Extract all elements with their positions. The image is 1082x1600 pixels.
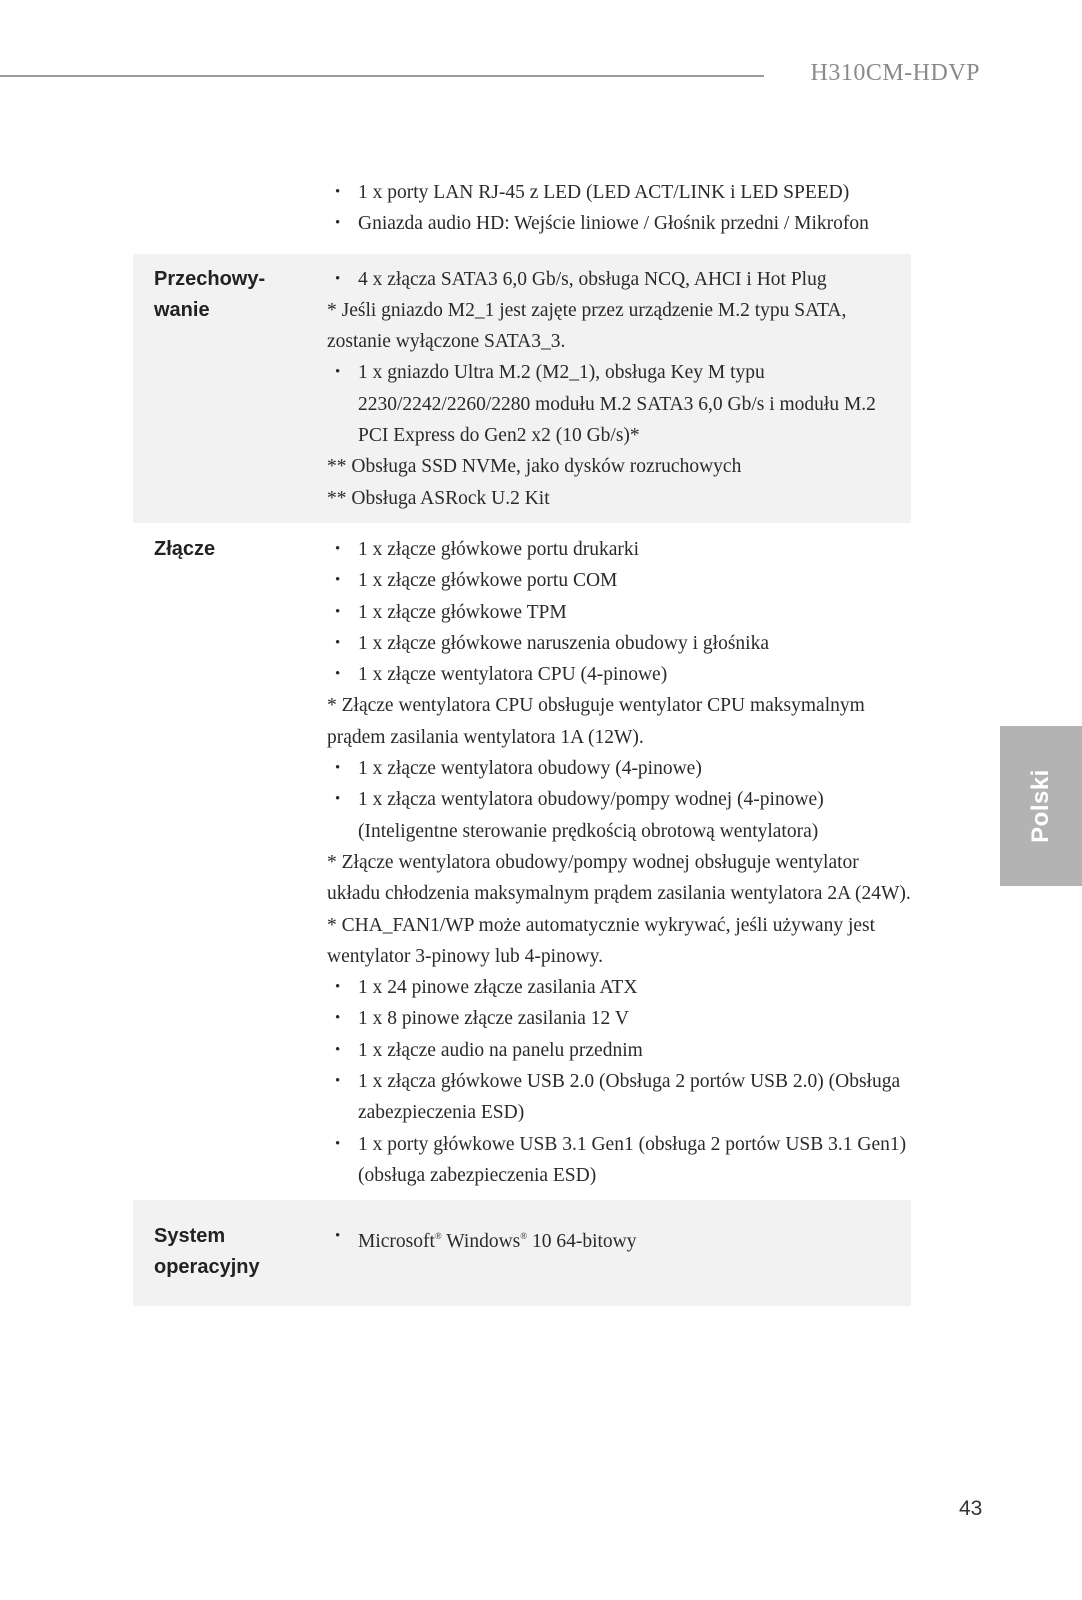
header-rule bbox=[0, 75, 764, 77]
list-item: • 1 x złącza główkowe USB 2.0 (Obsługa 2 portów USB 2.0) (Obsługa zabezpieczenia ESD) bbox=[327, 1066, 911, 1129]
row-content bbox=[327, 264, 911, 514]
registered-mark: ® bbox=[434, 1231, 442, 1242]
row-label-line: System bbox=[154, 1225, 226, 1248]
list-item: • 1 x złącze główkowe portu COM bbox=[327, 565, 911, 596]
os-version: 10 64-bitowy bbox=[527, 1231, 637, 1253]
list-item: • 1 x złącze wentylatora CPU (4-pinowe) bbox=[327, 659, 911, 690]
list-item: • 1 x złącze wentylatora obudowy (4-pinowe) bbox=[327, 753, 911, 784]
spec-table bbox=[133, 177, 911, 1306]
list-item: • 1 x gniazdo Ultra M.2 (M2_1), obsługa Key M typu 2230/2242/2260/2280 modułu M.2 SATA3 6,0 Gb/s i modułu M.2 PCI Express do Gen2 x2 (10 Gb/s)* bbox=[327, 357, 911, 451]
os-product: Windows bbox=[441, 1231, 521, 1253]
row-content bbox=[327, 534, 911, 1191]
spec-row-connector bbox=[133, 523, 911, 1200]
list-item: • 1 x 8 pinowe złącze zasilania 12 V bbox=[327, 1003, 911, 1034]
os-vendor: Microsoft bbox=[358, 1231, 435, 1253]
list-item: • 1 x złącza wentylatora obudowy/pompy wodnej (4-pinowe) (Inteligentne sterowanie prędkością obrotową wentylatora) bbox=[327, 784, 911, 847]
list-item: • Gniazda audio HD: Wejście liniowe / Głośnik przedni / Mikrofon bbox=[327, 208, 911, 239]
note-text: * Złącze wentylatora CPU obsługuje wentylator CPU maksymalnym prądem zasilania wentylatora 1A (12W). bbox=[327, 695, 865, 748]
row-label: Przechowy- wanie bbox=[154, 267, 266, 321]
language-tab-label: Polski bbox=[1026, 769, 1054, 843]
list-item: • 1 x złącze audio na panelu przednim bbox=[327, 1035, 911, 1066]
list-item: • 1 x złącze główkowe TPM bbox=[327, 597, 911, 628]
row-label-line: operacyjny bbox=[154, 1256, 260, 1279]
list-item bbox=[327, 1221, 911, 1257]
page-number: 43 bbox=[959, 1497, 983, 1520]
spec-row-storage bbox=[133, 254, 911, 523]
row-label: Złącze bbox=[154, 537, 216, 560]
row-content bbox=[327, 177, 911, 240]
note-text: ** Obsługa ASRock U.2 Kit bbox=[327, 487, 550, 509]
list-item: • 1 x porty główkowe USB 3.1 Gen1 (obsługa 2 portów USB 3.1 Gen1) (obsługa zabezpieczenia ESD) bbox=[327, 1129, 911, 1192]
list-item: • 1 x złącze główkowe naruszenia obudowy i głośnika bbox=[327, 628, 911, 659]
row-label bbox=[133, 1221, 327, 1283]
row-label bbox=[133, 177, 327, 240]
note-text: * CHA_FAN1/WP może automatycznie wykrywać, jeśli używany jest wentylator 3-pinowy lub 4-pinowy. bbox=[327, 914, 876, 967]
registered-mark: ® bbox=[520, 1231, 528, 1242]
row-content bbox=[327, 1221, 911, 1283]
list-item: • 1 x 24 pinowe złącze zasilania ATX bbox=[327, 972, 911, 1003]
language-tab bbox=[1000, 726, 1082, 886]
spec-row-lan-audio bbox=[133, 177, 911, 254]
note-text: ** Obsługa SSD NVMe, jako dysków rozruchowych bbox=[327, 456, 742, 478]
list-item: • 1 x złącze główkowe portu drukarki bbox=[327, 534, 911, 565]
note-text: * Jeśli gniazdo M2_1 jest zajęte przez urządzenie M.2 typu SATA, zostanie wyłączone SATA3_3. bbox=[327, 299, 847, 353]
note-text: * Złącze wentylatora obudowy/pompy wodnej obsługuje wentylator układu chłodzenia maksymalnym prądem zasilania wentylatora 2A (24W). bbox=[327, 851, 911, 905]
model-name: H310CM-HDVP bbox=[810, 60, 980, 86]
spec-row-os bbox=[133, 1200, 911, 1306]
list-item: • 1 x porty LAN RJ-45 z LED (LED ACT/LINK i LED SPEED) bbox=[327, 177, 911, 208]
list-item: • 4 x złącza SATA3 6,0 Gb/s, obsługa NCQ, AHCI i Hot Plug bbox=[327, 264, 911, 295]
